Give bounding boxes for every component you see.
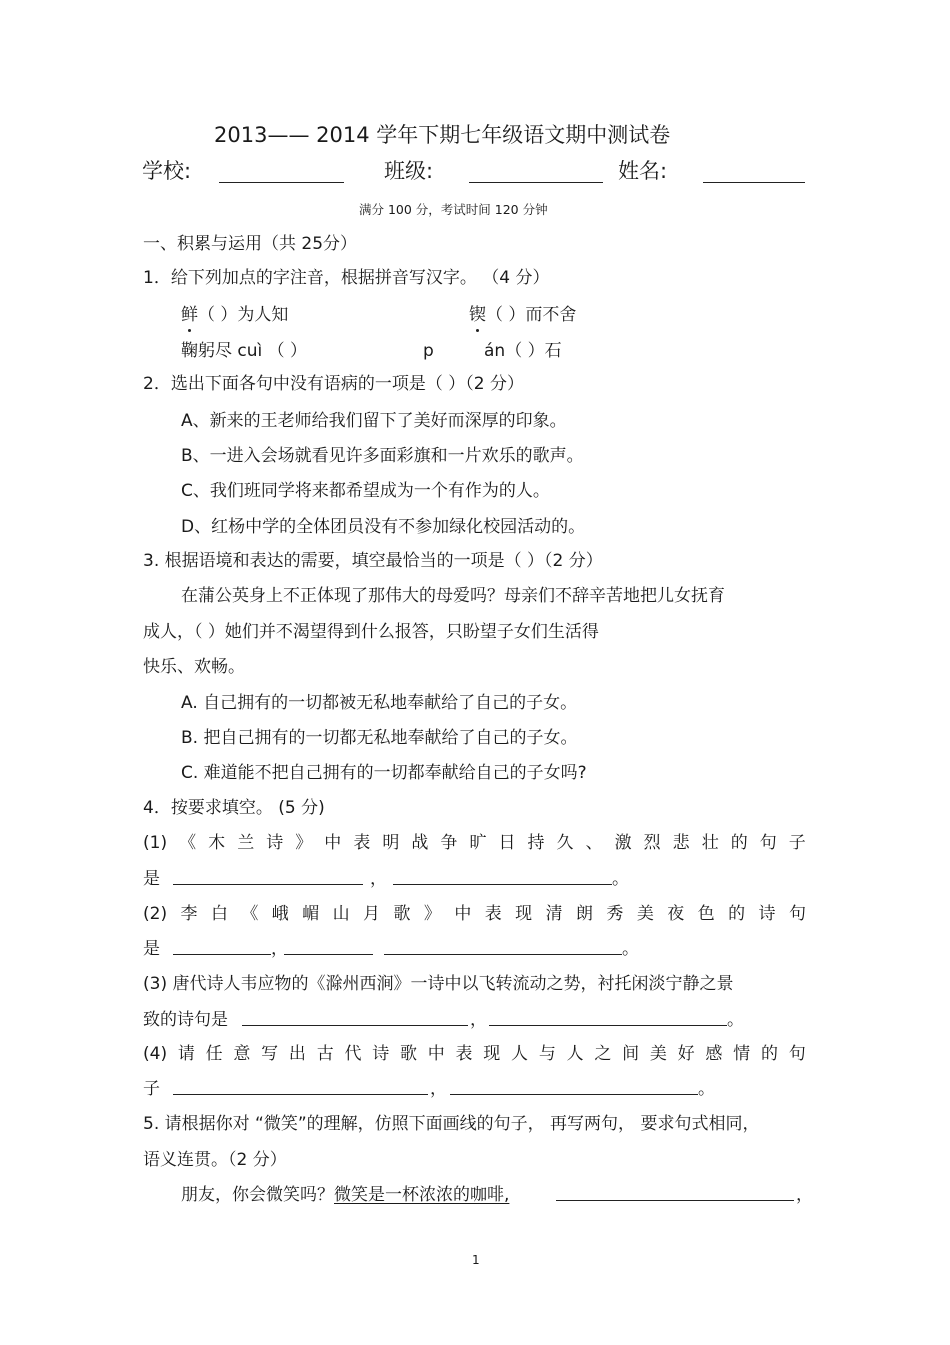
spread-char: 争 [440,833,458,853]
answer-blank[interactable] [173,870,363,885]
school-label: 学校: [142,159,192,183]
spread-char: 出 [288,1044,306,1064]
spread-char: 的 [730,833,748,853]
comma: ， [470,1010,487,1030]
spread-char: (4) [143,1044,168,1064]
answer-blank[interactable] [284,940,373,955]
exam-info: 满分 100 分，考试时间 120 分钟 [359,202,548,217]
spread-char: 色 [697,904,715,924]
spread-char: 句 [759,833,777,853]
spread-char: 白 [210,904,228,924]
prompt-lead: 朋友，你会微笑吗？ [181,1185,334,1205]
question-1-item-d-p: p [423,341,434,361]
spread-char: 情 [733,1044,751,1064]
spread-char: 歌 [393,904,411,924]
spread-char: 激 [614,833,632,853]
period: 。 [622,939,639,959]
question-3-passage-line: 成人，（ ）她们并不渴望得到什么报答，只盼望子女们生活得 [143,622,599,642]
class-label: 班级: [384,159,434,183]
spread-char: 兰 [237,833,255,853]
question-5-prompt [181,1184,509,1206]
spread-char: 《 [179,833,197,853]
answer-blank[interactable] [393,870,612,885]
spread-char: 战 [411,833,429,853]
spread-char: (1) [143,833,168,853]
answer-blank[interactable] [450,1080,698,1095]
spread-char: 句 [788,904,806,924]
dotted-char: 鲜 [181,305,198,325]
spread-char: 朗 [576,904,593,924]
spread-char: 月 [363,904,381,924]
spread-char: 的 [728,904,746,924]
question-1-stem: 1．给下列加点的字注音，根据拼音写汉字。 （4 分） [143,268,550,288]
spread-char: 诗 [758,904,776,924]
name-label: 姓名: [618,159,668,183]
underlined-sentence: 微笑是一杯浓浓的咖啡, [334,1185,510,1205]
period: 。 [612,869,629,889]
spread-char: 现 [483,1044,501,1064]
spread-char: 烈 [643,833,661,853]
spread-char: 表 [353,833,371,853]
spread-char: 木 [208,833,226,853]
spread-char: 好 [677,1044,695,1064]
period: 。 [698,1079,715,1099]
spread-char: 中 [324,833,342,853]
spread-char: 》 [423,904,441,924]
question-1-item-a [181,304,288,326]
spread-char: 句 [788,1044,806,1064]
spread-char: 李 [180,904,198,924]
spread-char: 久 [556,833,574,853]
question-2-option-c: C、我们班同学将来都希望成为一个有作为的人。 [181,481,550,501]
spread-char: 任 [205,1044,223,1064]
question-3-option-c: C. 难道能不把自己拥有的一切都奉献给自己的子女吗? [181,763,587,783]
spread-char: 人 [566,1044,584,1064]
answer-blank[interactable] [242,1011,468,1026]
spread-char: 间 [622,1044,640,1064]
answer-blank[interactable] [384,940,622,955]
question-4-sub-3-answer-lead: 致的诗句是 [143,1010,228,1030]
spread-char: 感 [705,1044,723,1064]
question-4-sub-4-answer-lead: 子 [143,1079,160,1099]
spread-char: 子 [788,833,806,853]
question-4-sub-1-answer-lead: 是 [143,869,160,889]
item-text: （ ）而不舍 [486,305,577,325]
spread-char: 表 [455,1044,473,1064]
question-4-sub-2 [143,903,806,925]
name-field[interactable] [703,168,805,183]
spread-char: 现 [515,904,533,924]
spread-char: 意 [233,1044,251,1064]
question-3-option-a: A. 自己拥有的一切都被无私地奉献给了自己的子女。 [181,693,578,713]
spread-char: 》 [295,833,313,853]
spread-char: 美 [636,904,654,924]
answer-blank[interactable] [173,940,271,955]
spread-char: 清 [545,904,563,924]
question-3-passage-line: 快乐、欢畅。 [143,657,245,677]
question-2-option-a: A、新来的王老师给我们留下了美好而深厚的印象。 [181,411,567,431]
question-3-option-b: B. 把自己拥有的一切都无私地奉献给了自己的子女。 [181,728,578,748]
page-number: 1 [472,1253,480,1267]
question-3-passage-line: 在蒲公英身上不正体现了那伟大的母爱吗？母亲们不辞辛苦地把儿女抚育 [181,586,725,606]
question-5-stem: 5. 请根据你对 “微笑”的理解，仿照下面画线的句子， 再写两句， 要求句式相同， [143,1114,760,1134]
question-4-stem: 4．按要求填空。 (5 分) [143,798,325,818]
spread-char: 秀 [606,904,624,924]
spread-char: 诗 [266,833,284,853]
spread-char: 中 [454,904,472,924]
question-2-option-b: B、一进入会场就看见许多面彩旗和一片欢乐的歌声。 [181,446,584,466]
spread-char: 之 [594,1044,612,1064]
spread-char: 明 [382,833,400,853]
spread-char: 请 [177,1044,195,1064]
comma: ， [271,939,288,959]
spread-char: 夜 [667,904,685,924]
answer-blank[interactable] [489,1011,727,1026]
spread-char: 嵋 [302,904,320,924]
class-field[interactable] [469,168,603,183]
dotted-char: 锲 [469,305,486,325]
spread-char: 美 [649,1044,667,1064]
spread-char: 写 [261,1044,279,1064]
question-4-sub-4 [143,1043,806,1065]
item-text: （ ）为人知 [198,305,289,325]
question-3-stem: 3. 根据语境和表达的需要，填空最恰当的一项是（ ）（2 分） [143,551,603,571]
page-title: 2013—— 2014 学年下期七年级语文期中测试卷 [214,123,671,147]
spread-char: 代 [344,1044,362,1064]
spread-char: 《 [241,904,259,924]
spread-char: 持 [527,833,545,853]
section-heading: 一、积累与运用（共 25分） [143,234,358,254]
comma: ， [430,1079,447,1099]
question-1-item-c: 鞠躬尽 cuì （ ） [181,341,308,361]
answer-blank[interactable] [556,1186,794,1201]
question-4-sub-3: (3) 唐代诗人韦应物的《滁州西涧》一诗中以飞转流动之势，衬托闲淡宁静之景 [143,974,734,994]
spread-char: (2) [143,904,168,924]
comma: ， [796,1185,813,1205]
spread-char: 壮 [701,833,719,853]
spread-char: 诗 [372,1044,390,1064]
spread-char: 、 [585,833,603,853]
spread-char: 山 [332,904,350,924]
spread-char: 旷 [469,833,487,853]
spread-char: 人 [511,1044,529,1064]
question-5-stem: 语义连贯。（2 分） [143,1150,287,1170]
answer-blank[interactable] [173,1080,428,1095]
comma: ， [370,869,387,889]
spread-char: 中 [427,1044,445,1064]
question-1-item-d: án（ ）石 [484,341,562,361]
question-2-option-d: D、红杨中学的全体团员没有不参加绿化校园活动的。 [181,517,586,537]
question-4-sub-2-answer-lead: 是 [143,939,160,959]
school-field[interactable] [219,168,344,183]
spread-char: 悲 [672,833,690,853]
spread-char: 的 [760,1044,778,1064]
spread-char: 峨 [271,904,289,924]
spread-char: 歌 [399,1044,417,1064]
question-4-sub-1 [143,832,806,854]
spread-char: 日 [498,833,516,853]
spread-char: 古 [316,1044,334,1064]
spread-char: 与 [538,1044,556,1064]
spread-char: 表 [484,904,502,924]
question-2-stem: 2．选出下面各句中没有语病的一项是（ ）（2 分） [143,374,524,394]
period: 。 [727,1010,744,1030]
question-1-item-b [469,304,576,326]
